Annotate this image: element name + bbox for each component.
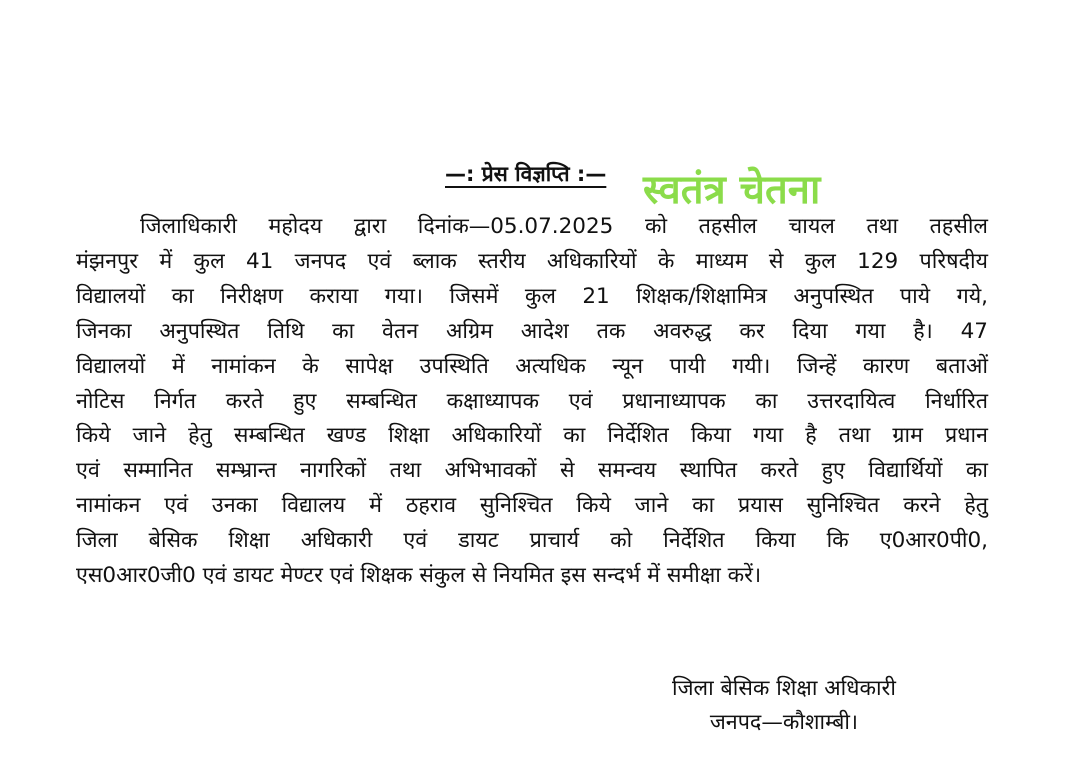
signature-district: जनपद—कौशाम्बी। xyxy=(709,710,859,735)
body-line: एवं सम्मानित सम्भ्रान्त नागरिकों तथा अभिभावकों से समन्वय स्थापित करते हुए विद्यार्थियों का xyxy=(76,458,988,484)
press-release-heading: —: प्रेस विज्ञप्ति :— xyxy=(445,162,607,186)
body-line: नामांकन एवं उनका विद्यालय में ठहराव सुनिश्चित किये जाने का प्रयास सुनिश्चित करने हेतु xyxy=(76,493,988,519)
body-line: जिनका अनुपस्थित तिथि का वेतन अग्रिम आदेश तक अवरुद्ध कर दिया गया है। 47 xyxy=(76,318,988,344)
press-release-body xyxy=(76,210,988,594)
body-line: किये जाने हेतु सम्बन्धित खण्ड शिक्षा अधिकारियों का निर्देशित किया गया है तथा ग्राम प्रधान xyxy=(76,423,988,449)
body-line: विद्यालयों का निरीक्षण कराया गया। जिसमें कुल 21 शिक्षक/शिक्षामित्र अनुपस्थित पाये गये, xyxy=(76,283,988,309)
body-line: एस0आर0जी0 एवं डायट मेण्टर एवं शिक्षक संकुल से नियमित इस सन्दर्भ में समीक्षा करें। xyxy=(76,563,762,589)
newspaper-watermark: स्वतंत्र चेतना xyxy=(643,167,821,213)
signature-block xyxy=(672,672,896,740)
body-line: जिलाधिकारी महोदय द्वारा दिनांक—05.07.2025 को तहसील चायल तथा तहसील xyxy=(140,214,988,239)
body-line: मंझनपुर में कुल 41 जनपद एवं ब्लाक स्तरीय अधिकारियों के माध्यम से कुल 129 परिषदीय xyxy=(76,248,988,274)
signature-designation: जिला बेसिक शिक्षा अधिकारी xyxy=(672,676,896,701)
body-line: विद्यालयों में नामांकन के सापेक्ष उपस्थिति अत्यधिक न्यून पायी गयी। जिन्हें कारण बताओं xyxy=(76,353,988,379)
body-line: नोटिस निर्गत करते हुए सम्बन्धित कक्षाध्यापक एवं प्रधानाध्यापक का उत्तरदायित्व निर्धारित xyxy=(76,388,988,414)
body-line: जिला बेसिक शिक्षा अधिकारी एवं डायट प्राचार्य को निर्देशित किया कि ए0आर0पी0, xyxy=(76,528,988,554)
